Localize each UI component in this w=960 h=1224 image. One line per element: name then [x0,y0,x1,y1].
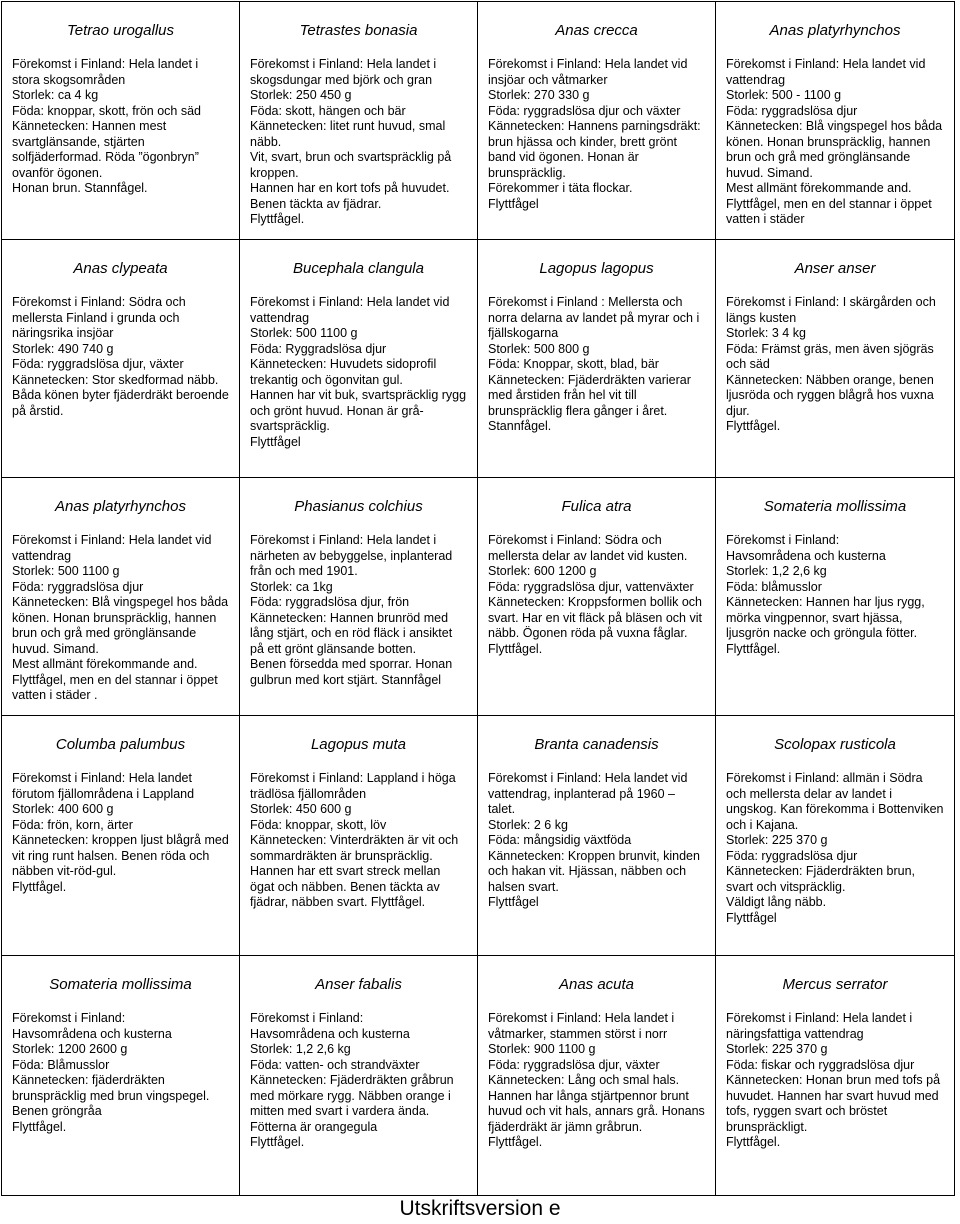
species-name: Mercus serrator [782,976,888,993]
species-description: Förekomst i Finland: Havsområdena och kusterna Storlek: 1,2 2,6 kg Föda: vatten- och strandväxter Kännetecken: Fjäderdräkten gråbrun med mörkare rygg. Näbben orange i mitten med svart i vardera ända. Fötterna är orangegula Flyttfågel. [250,1011,454,1149]
species-card [716,240,955,478]
print-version-footer: Utskriftsversion e [399,1197,561,1220]
species-card [2,2,240,240]
species-name: Anas platyrhynchos [769,22,901,39]
species-description: Förekomst i Finland: Havsområdena och kusterna Storlek: 1200 2600 g Föda: Blåmusslor Kännetecken: fjäderdräkten brunspräcklig med brun vingspegel. Benen gröngråa Flyttfågel. [12,1011,210,1134]
species-description: Förekomst i Finland: Hela landet i närheten av bebyggelse, inplanterad från och med 1901. Storlek: ca 1kg Föda: ryggradslösa djur, frön Kännetecken: Hannen brunröd med lång stjärt, och en röd fläck i ansiktet på ett grönt glänsande botten. Benen försedda med sporrar. Honan gulbrun med kort stjärt. Stannfågel [250,533,453,687]
species-card-grid [1,1,955,1196]
species-card [240,716,478,956]
species-description: Förekomst i Finland : Mellersta och norra delarna av landet på myrar och i fjällskogarna Storlek: 500 800 g Föda: Knoppar, skott, blad, bär Kännetecken: Fjäderdräkten varierar med årstiden från hel vit till brunspräcklig flera gånger i året. Stannfågel. [488,295,700,433]
species-card [716,956,955,1196]
species-card [478,240,716,478]
species-name: Anser anser [794,260,876,277]
species-card [716,478,955,716]
species-card [240,478,478,716]
species-description: Förekomst i Finland: I skärgården och längs kusten Storlek: 3 4 kg Föda: Främst gräs, men även sjögräs och säd Kännetecken: Näbben orange, benen ljusröda och ryggen blågrå hos vuxna djur. Flyttfågel. [726,295,936,433]
species-name: Bucephala clangula [293,260,424,277]
species-card [478,478,716,716]
species-card [2,716,240,956]
species-card [240,956,478,1196]
species-name: Anas acuta [558,976,635,993]
species-name: Somateria mollissima [763,498,907,515]
species-description: Förekomst i Finland: Hela landet vid vattendrag Storlek: 500 1100 g Föda: ryggradslösa djur Kännetecken: Blå vingspegel hos båda könen. Honan brunspräcklig, hannen brun och grå med grönglänsande huvud. Simand. Mest allmänt förekommande and. Flyttfågel, men en del stannar i öppet vatten i städer . [12,533,229,702]
species-name: Anser fabalis [315,976,402,993]
species-card [478,2,716,240]
species-card [716,2,955,240]
species-name: Tetrao urogallus [66,22,174,39]
species-card [478,716,716,956]
species-description: Förekomst i Finland: Hela landet i näringsfattiga vattendrag Storlek: 225 370 g Föda: fiskar och ryggradslösa djur Kännetecken: Honan brun med tofs på huvudet. Hannen har svart huvud med tofs, ryggen svart och bröstet brunspräckligt. Flyttfågel. [726,1011,941,1149]
species-name: Anas crecca [555,22,638,39]
species-name: Tetrastes bonasia [299,22,418,39]
species-name: Branta canadensis [534,736,659,753]
species-name: Anas platyrhynchos [55,498,186,515]
species-description: Förekomst i Finland: Hela landet vid vattendrag Storlek: 500 1100 g Föda: Ryggradslösa djur Kännetecken: Huvudets sidoprofil trekantig och ögonvitan gul. Hannen har vit buk, svartspräcklig rygg och grönt huvud. Honan är grå-svartspräcklig. Flyttfågel [250,295,467,449]
species-card [2,478,240,716]
species-name: Somateria mollissima [49,976,192,993]
species-description: Förekomst i Finland: Havsområdena och kusterna Storlek: 1,2 2,6 kg Föda: blåmusslor Kännetecken: Hannen har ljus rygg, mörka vingpennor, svart hjässa, ljusgrön nacke och gröngula fötter. Flyttfågel. [726,533,925,656]
species-description: Förekomst i Finland: Hela landet vid vattendrag Storlek: 500 - 1100 g Föda: ryggradslösa djur Kännetecken: Blå vingspegel hos båda könen. Honan brunspräcklig, hannen brun och grå med grönglänsande huvud. Simand. Mest allmänt förekommande and. Flyttfågel, men en del stannar i öppet vatten i städer [726,57,943,226]
species-card [478,956,716,1196]
species-description: Förekomst i Finland: Lappland i höga trädlösa fjällområden Storlek: 450 600 g Föda: knoppar, skott, löv Kännetecken: Vinterdräkten är vit och sommardräkten är brunspräcklig. Hannen har ett svart streck mellan ögat och näbben. Benen täckta av fjädrar, näbben svart. Flyttfågel. [250,771,459,909]
species-description: Förekomst i Finland: allmän i Södra och mellersta delar av landet i ungskog. Kan förekomma i Bottenviken och i Kajana. Storlek: 225 370 g Föda: ryggradslösa djur Kännetecken: Fjäderdräkten brun, svart och vitspräcklig. Väldigt lång näbb. Flyttfågel [726,771,944,925]
species-description: Förekomst i Finland: Hela landet vid vattendrag, inplanterad på 1960 – talet. Storlek: 2 6 kg Föda: mångsidig växtföda Kännetecken: Kroppen brunvit, kinden och hakan vit. Hjässan, näbben och halsen svart. Flyttfågel [488,771,700,909]
species-description: Förekomst i Finland: Södra och mellersta delar av landet vid kusten. Storlek: 600 1200 g Föda: ryggradslösa djur, vattenväxter Kännetecken: Kroppsformen bollik och svart. Har en vit fläck på bläsen och vit näbb. Ögonen röda på vuxna fåglar. Flyttfågel. [488,533,703,656]
species-name: Phasianus colchius [294,498,423,515]
species-name: Lagopus muta [310,736,407,753]
species-card [716,716,955,956]
species-name: Anas clypeata [73,260,168,277]
species-card [240,240,478,478]
species-description: Förekomst i Finland: Hela landet i våtmarker, stammen störst i norr Storlek: 900 1100 g Föda: ryggradslösa djur, växter Kännetecken: Lång och smal hals. Hannen har långa stjärtpennor brunt huvud och vit hals, annars grå. Honans fjäderdräkt är jämn gråbrun. Flyttfågel. [488,1011,705,1149]
species-description: Förekomst i Finland: Hela landet förutom fjällområdena i Lappland Storlek: 400 600 g Föda: frön, korn, ärter Kännetecken: kroppen ljust blågrå med vit ring runt halsen. Benen röda och näbben vit-röd-gul. Flyttfågel. [12,771,229,894]
species-description: Förekomst i Finland: Södra och mellersta Finland i grunda och näringsrika insjöar Storlek: 490 740 g Föda: ryggradslösa djur, växter Kännetecken: Stor skedformad näbb. Båda könen byter fjäderdräkt beroende på årstid. [12,295,229,418]
species-description: Förekomst i Finland: Hela landet vid insjöar och våtmarker Storlek: 270 330 g Föda: ryggradslösa djur och växter Kännetecken: Hannens parningsdräkt: brun hjässa och kinder, brett grönt band vid ögonen. Honan är brunspräcklig. Förekommer i täta flockar. Flyttfågel [488,57,701,211]
species-card [240,2,478,240]
species-description: Förekomst i Finland: Hela landet i skogsdungar med björk och gran Storlek: 250 450 g Föda: skott, hängen och bär Kännetecken: litet runt huvud, smal näbb. Vit, svart, brun och svartspräcklig på kroppen. Hannen har en kort tofs på huvudet. Benen täckta av fjädrar. Flyttfågel. [250,57,452,226]
species-name: Fulica atra [561,498,632,515]
species-name: Columba palumbus [55,736,186,753]
species-name: Scolopax rusticola [774,736,896,753]
species-name: Lagopus lagopus [539,260,654,277]
species-card [2,240,240,478]
species-card [2,956,240,1196]
species-description: Förekomst i Finland: Hela landet i stora skogsområden Storlek: ca 4 kg Föda: knoppar, skott, frön och säd Kännetecken: Hannen mest svartglänsande, stjärten solfjäderformad. Röda ”ögonbryn” ovanför ögonen. Honan brun. Stannfågel. [12,57,202,195]
